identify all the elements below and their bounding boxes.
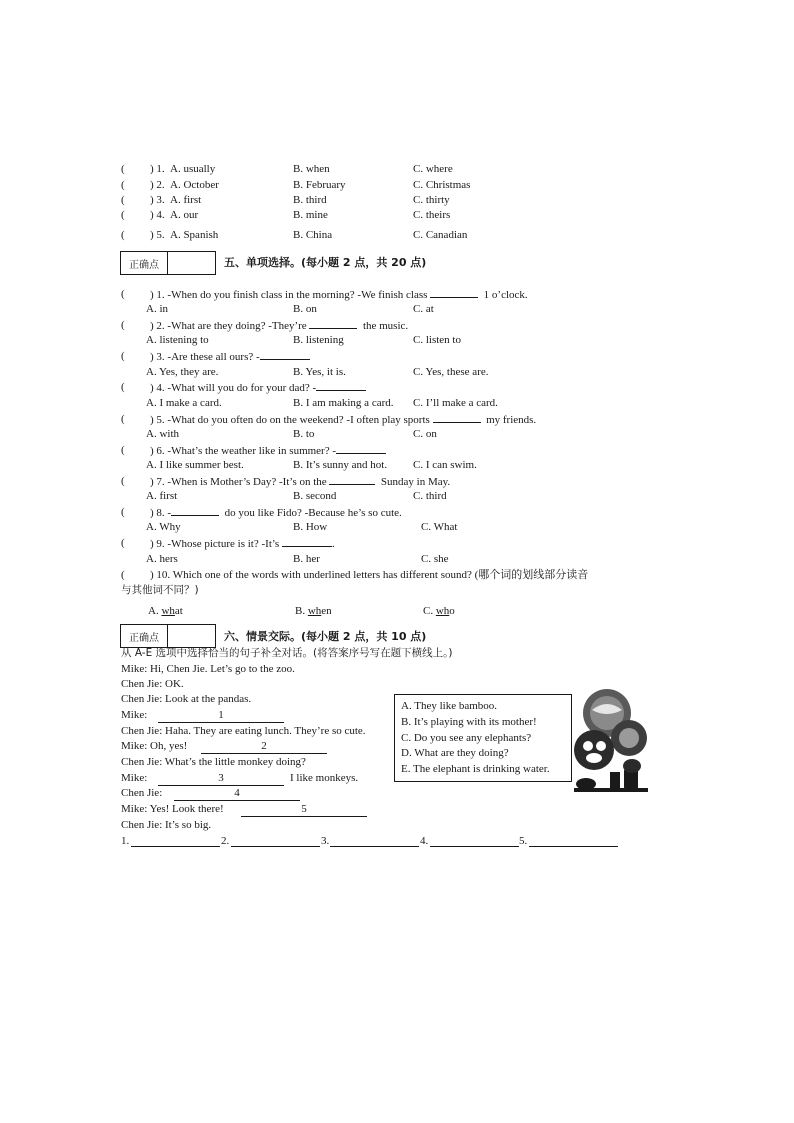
option-b: B. second <box>293 490 337 502</box>
option-b: B. How <box>293 521 328 533</box>
option-b: B. when <box>293 163 330 175</box>
option-c: C. listen to <box>413 334 461 346</box>
answer-blank[interactable] <box>316 380 366 391</box>
option-e: E. The elephant is drinking water. <box>401 763 550 775</box>
option-a: A. in <box>146 303 168 315</box>
part6-title: 六、情景交际。(每小题 2 点，共 10 点) <box>224 630 427 643</box>
question-stem: ) 4. -What will you do for your dad? - <box>150 380 366 395</box>
option-c: C. What <box>421 521 458 533</box>
answer-blank[interactable] <box>282 536 332 547</box>
option-c: C. I can swim. <box>413 459 477 471</box>
option-a: A. October <box>170 179 219 191</box>
dialog-line: Mike: Yes! Look there! <box>121 803 224 815</box>
dialog-line: Chen Jie: What’s the little monkey doing? <box>121 756 306 768</box>
option-b: B. Yes, it is. <box>293 366 346 378</box>
answer-line-1[interactable] <box>131 846 220 847</box>
answer-paren[interactable]: ( <box>121 537 125 549</box>
option-a: A. I make a card. <box>146 397 222 409</box>
dialog-line: Chen Jie: OK. <box>121 678 184 690</box>
question-stem: ) 7. -When is Mother’s Day? -It’s on the Sunday in May. <box>150 476 451 488</box>
answer-paren[interactable]: ( <box>121 319 125 331</box>
score-label: 正确点 <box>121 252 168 274</box>
answer-blank[interactable] <box>433 412 481 423</box>
answer-line-3[interactable] <box>330 846 419 847</box>
option-a: A. I like summer best. <box>146 459 244 471</box>
answer-paren[interactable]: ( <box>121 475 125 487</box>
question-stem: ) 10. Which one of the words with underlined letters has different sound? (哪个词的划线部分读音 <box>150 569 589 581</box>
option-c: C. Canadian <box>413 229 468 241</box>
option-a: A. first <box>146 490 178 502</box>
option-b: B. to <box>293 428 315 440</box>
option-c: C. Christmas <box>413 179 471 191</box>
dialog-line-tail: I like monkeys. <box>290 772 359 784</box>
answer-line-2[interactable] <box>231 846 320 847</box>
score-box <box>120 624 216 648</box>
option-b: B. I am making a card. <box>293 397 394 409</box>
question-stem: ) 3. -Are these all ours? - <box>150 349 310 364</box>
answer-blank[interactable] <box>336 443 386 454</box>
option-a: A. Why <box>146 521 181 533</box>
answer-paren[interactable]: ( <box>121 350 125 362</box>
dialog-blank-4[interactable]: 4 <box>174 786 300 801</box>
option-c: C. third <box>413 490 447 502</box>
option-c: C. I’ll make a card. <box>413 397 498 409</box>
option-c: C. at <box>413 303 434 315</box>
answer-label: 3. <box>321 835 330 847</box>
score-value-field[interactable] <box>168 252 215 274</box>
question-number: ) 2. <box>150 179 165 191</box>
option-b: B. mine <box>293 209 328 221</box>
answer-label: 4. <box>420 835 429 847</box>
dialog-line: Mike: Oh, yes! <box>121 740 188 752</box>
answer-line-4[interactable] <box>430 846 519 847</box>
animal-illustration <box>574 688 652 798</box>
question-stem: ) 6. -What’s the weather like in summer? - <box>150 443 386 458</box>
option-a: A. They like bamboo. <box>401 700 498 712</box>
option-b: B. February <box>293 179 346 191</box>
dialog-blank-2[interactable]: 2 <box>201 739 327 754</box>
dialog-line: Mike: Hi, Chen Jie. Let’s go to the zoo. <box>121 663 295 675</box>
option-b: B. It’s sunny and hot. <box>293 459 388 471</box>
option-b: B. on <box>293 303 317 315</box>
question-stem: ) 5. -What do you often do on the weekend? -I often play sports my friends. <box>150 414 537 426</box>
score-box <box>120 251 216 275</box>
paren-open: ( <box>121 179 125 191</box>
option-b: B. It’s playing with its mother! <box>401 716 537 728</box>
dialog-line: Chen Jie: It’s so big. <box>121 819 212 831</box>
part6-instruction: 从 A-E 选项中选择恰当的句子补全对话。(将答案序号写在题下横线上。) <box>121 647 453 659</box>
answer-label: 2. <box>221 835 230 847</box>
option-a: A. our <box>170 209 199 221</box>
option-a: A. Yes, they are. <box>146 366 219 378</box>
question-stem: ) 2. -What are they doing? -They’re the music. <box>150 320 409 332</box>
option-a: A. usually <box>170 163 216 175</box>
option-d: D. What are they doing? <box>401 747 509 759</box>
option-b: B. listening <box>293 334 344 346</box>
option-b: B. China <box>293 229 333 241</box>
paren-open: ( <box>121 163 125 175</box>
answer-blank[interactable] <box>329 474 375 485</box>
dialog-blank-3[interactable]: 3 <box>158 771 284 786</box>
option-c: C. Do you see any elephants? <box>401 732 532 744</box>
option-a: A. first <box>170 194 202 206</box>
dialog-line: Mike: <box>121 772 148 784</box>
answer-label: 5. <box>519 835 528 847</box>
question-number: ) 4. <box>150 209 165 221</box>
question-stem: ) 1. -When do you finish class in the morning? -We finish class 1 o’clock. <box>150 289 528 301</box>
option-b: B. her <box>293 553 320 565</box>
question-number: ) 3. <box>150 194 165 206</box>
option-a: A. with <box>146 428 179 440</box>
option-c: C. theirs <box>413 209 451 221</box>
option-c: C. on <box>413 428 437 440</box>
answer-label: 1. <box>121 835 130 847</box>
question-stem-cont: 与其他词不同？) <box>121 584 199 596</box>
answer-paren[interactable]: ( <box>121 506 125 518</box>
answer-blank[interactable] <box>430 287 478 298</box>
option-a: A. Spanish <box>170 229 219 241</box>
option-a: A. listening to <box>146 334 209 346</box>
question-stem: ) 9. -Whose picture is it? -It’s . <box>150 538 335 550</box>
part5-title: 五、单项选择。(每小题 2 点，共 20 点) <box>224 256 427 269</box>
dialog-blank-5[interactable]: 5 <box>241 802 367 817</box>
answer-paren[interactable]: ( <box>121 444 125 456</box>
answer-paren[interactable]: ( <box>121 569 125 581</box>
dialog-line: Chen Jie: Haha. They are eating lunch. They’re so cute. <box>121 725 366 737</box>
option-b: B. when <box>295 605 332 617</box>
option-c: C. where <box>413 163 453 175</box>
paren-open: ( <box>121 194 125 206</box>
option-c: C. thirty <box>413 194 450 206</box>
dialog-line: Chen Jie: <box>121 787 163 799</box>
option-c: C. Yes, these are. <box>413 366 489 378</box>
score-value-field[interactable] <box>168 625 215 647</box>
question-number: ) 5. <box>150 229 165 241</box>
option-a: A. hers <box>146 553 178 565</box>
answer-blank[interactable] <box>171 505 219 516</box>
answer-blank[interactable] <box>309 318 357 329</box>
paren-open: ( <box>121 229 125 241</box>
answer-paren[interactable]: ( <box>121 381 125 393</box>
option-c: C. who <box>423 605 455 617</box>
answer-blank[interactable] <box>260 349 310 360</box>
dialog-line: Mike: <box>121 709 148 721</box>
answer-line-5[interactable] <box>529 846 618 847</box>
option-a: A. what <box>148 605 183 617</box>
question-number: ) 1. <box>150 163 165 175</box>
option-b: B. third <box>293 194 327 206</box>
dialog-line: Chen Jie: Look at the pandas. <box>121 693 252 705</box>
option-c: C. she <box>421 553 449 565</box>
dialog-blank-1[interactable]: 1 <box>158 708 284 723</box>
answer-paren[interactable]: ( <box>121 413 125 425</box>
answer-paren[interactable]: ( <box>121 288 142 300</box>
options-box <box>394 694 572 782</box>
paren-open: ( <box>121 209 125 221</box>
score-label: 正确点 <box>121 625 168 647</box>
question-stem: ) 8. - do you like Fido? -Because he’s so cute. <box>150 507 402 519</box>
